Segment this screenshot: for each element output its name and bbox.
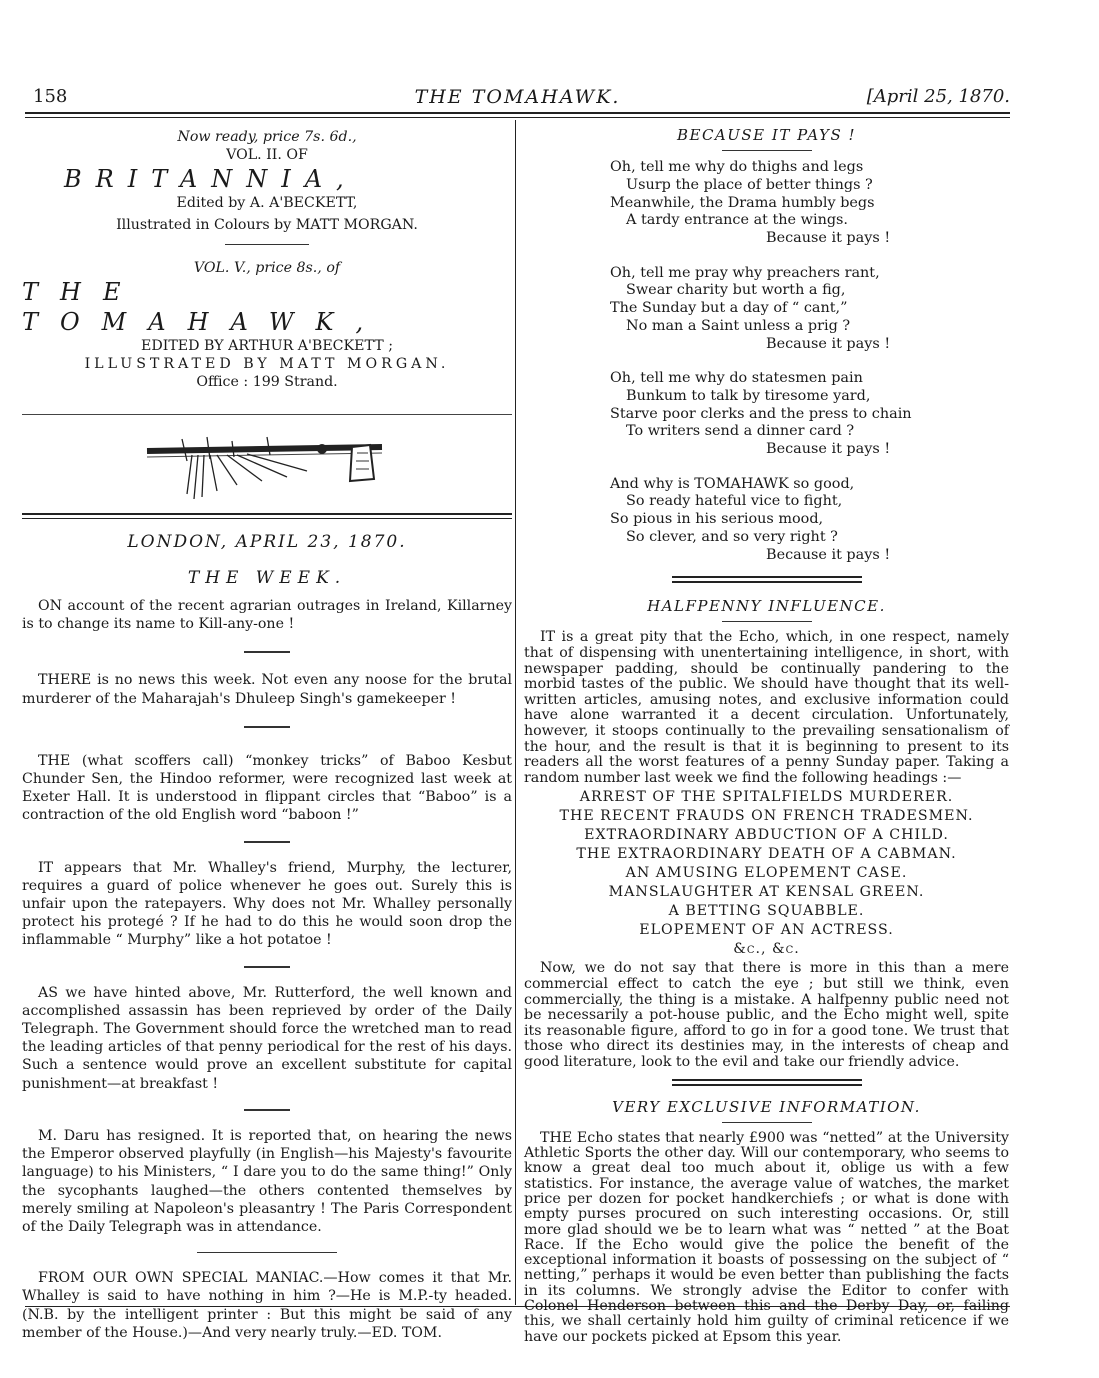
list-item: AN AMUSING ELOPEMENT CASE. xyxy=(625,865,908,882)
exclusive-heading: VERY EXCLUSIVE INFORMATION. xyxy=(612,1097,921,1116)
poem-line: So clever, and so very right ? xyxy=(626,528,838,545)
stanza xyxy=(610,370,1009,459)
headings-list xyxy=(524,788,1009,959)
divider xyxy=(722,621,812,622)
week-paragraph: THERE is no news this week. Not even any noose for the brutal murderer of the Maharajah's Dhuleep Singh's gamekeeper ! xyxy=(22,672,512,707)
page-number: 158 xyxy=(33,86,68,107)
advert-line: Illustrated in Colours by MATT MORGAN. xyxy=(116,216,418,233)
advert-line: Edited by A. A'BECKETT, xyxy=(176,195,358,212)
list-item: A BETTING SQUABBLE. xyxy=(668,903,865,920)
halfpenny-heading: HALFPENNY INFLUENCE. xyxy=(647,597,886,616)
list-item: THE RECENT FRAUDS ON FRENCH TRADESMEN. xyxy=(559,808,974,825)
week-heading: THE WEEK. xyxy=(187,567,347,588)
poem xyxy=(524,159,1009,564)
divider xyxy=(672,576,862,578)
poem-line: Bunkum to talk by tiresome yard, xyxy=(626,387,871,404)
issue-date: [April 25, 1870. xyxy=(866,86,1010,107)
divider xyxy=(672,1079,862,1081)
advert-line: ILLUSTRATED BY MATT MORGAN. xyxy=(84,356,450,373)
advert-line: VOL. V., price 8s., of xyxy=(193,259,341,276)
poem-refrain: Because it pays ! xyxy=(766,546,891,563)
divider xyxy=(197,1252,337,1253)
header-rule-bottom xyxy=(25,117,1010,118)
divider xyxy=(244,651,290,653)
divider xyxy=(244,966,290,968)
halfpenny-paragraph: IT is a great pity that the Echo, which, in one respect, namely that of dispensing with unentertaining intelligence, in short, with newspaper padding, should be continually pandering to the morbid tastes of the public. We should have thought that its well-written articles, amusing notes, and exclusive information could have alone warranted it a decent circulation. Unfortunately, however, it stoops continually to the prevailing sensationalism of the hour, and the result is that it is beginning to present to its readers all the worst features of a penny Sunday paper. Taking a random number last week we find the following headings :— xyxy=(524,629,1009,786)
divider xyxy=(244,1109,290,1111)
left-column xyxy=(22,128,512,1342)
britannia-advert xyxy=(22,128,512,234)
britannia-title: BRITANNIA, xyxy=(64,165,358,194)
poem-refrain: Because it pays ! xyxy=(766,230,891,247)
poem-line: Oh, tell me why do statesmen pain xyxy=(610,370,863,387)
advert-line: Now ready, price 7s. 6d., xyxy=(177,129,357,145)
tomahawk-title: THE TOMAHAWK, xyxy=(22,278,386,337)
week-paragraph: IT appears that Mr. Whalley's friend, Murphy, the lecturer, requires a guard of police whenever he goes out. Surely this is unfair upon the ratepayers. Why does not Mr. Whalley personally protect his protegé ? If he had to do this he would soon drop the inflammable “ Murphy” like a hot potatoe ! xyxy=(22,859,512,949)
divider xyxy=(22,414,512,415)
divider xyxy=(722,150,812,151)
divider xyxy=(244,726,290,728)
week-paragraph: FROM OUR OWN SPECIAL MANIAC.—How comes it that Mr. Whalley is said to have nothing in him ?—He is M.P.-ty headed. (N.B. by the intelligent printer : But this might be said of any member of the House.)—And very nearly truly.—ED. TOM. xyxy=(22,1270,512,1341)
advert-line: VOL. II. OF xyxy=(226,147,308,164)
list-item: &c., &c. xyxy=(733,941,800,958)
poem-line: Starve poor clerks and the press to chain xyxy=(610,405,912,422)
right-column xyxy=(524,126,1009,1345)
poem-line: Swear charity but worth a fig, xyxy=(626,282,846,299)
stanza xyxy=(610,265,1009,354)
poem-line: Oh, tell me pray why preachers rant, xyxy=(610,264,880,281)
divider xyxy=(672,581,862,583)
stanza xyxy=(610,476,1009,565)
exclusive-paragraph: THE Echo states that nearly £900 was “netted” at the University Athletic Sports the other day. Will our contemporary, who seems to know a great deal too much about it, oblige us with a few statistics. For instance, the average value of watches, the market price per dozen for pocket handkerchiefs ; or what is done with empty purses procured on such interesting occasions. Or, still more glad should we be to learn what was “ netted ” at the Boat Race. If the Echo would give the police the benefit of the exceptional information it boasts of possessing on the subject of “ netting,” perhaps it would be even better than publishing the facts in its columns. We strongly advise the Editor to confer with Colonel Henderson between this and the Derby Day, or, failing this, we shall certainly hold him guilty of criminal reticence if we have our pockets picked at Epsom this year. xyxy=(524,1129,1009,1345)
week-paragraph: ON account of the recent agrarian outrages in Ireland, Killarney is to change its name to Kill-any-one ! xyxy=(22,598,512,633)
advert-line: Office : 199 Strand. xyxy=(196,374,338,391)
poem-line: A tardy entrance at the wings. xyxy=(626,212,849,229)
poem-line: Oh, tell me why do thighs and legs xyxy=(610,159,864,176)
list-item: ELOPEMENT OF AN ACTRESS. xyxy=(639,922,894,939)
divider xyxy=(672,1084,862,1086)
poem-refrain: Because it pays ! xyxy=(766,441,891,458)
poem-line: Meanwhile, the Drama humbly begs xyxy=(610,194,875,211)
masthead-title: THE TOMAHAWK. xyxy=(414,86,621,108)
divider xyxy=(722,1122,812,1123)
poem-line: And why is TOMAHAWK so good, xyxy=(610,475,855,492)
column-divider xyxy=(515,120,516,1305)
poem-line: So ready hateful vice to fight, xyxy=(626,493,843,510)
poem-line: To writers send a dinner card ? xyxy=(626,423,855,440)
advert-line: EDITED BY ARTHUR A'BECKETT ; xyxy=(141,338,393,355)
list-item: EXTRAORDINARY ABDUCTION OF A CHILD. xyxy=(584,827,949,844)
week-paragraph: M. Daru has resigned. It is reported that, on hearing the news the Emperor observed playfully (in English—his Majesty's favourite language) to his Ministers, “ I dare you to do the same thing!” Only the sycophants laughed—the others contented themselves by merely smiling at Napoleon's pleasantry ! The Paris Correspondent of the Daily Telegraph was in attendance. xyxy=(22,1127,512,1235)
halfpenny-paragraph: Now, we do not say that there is more in this than a mere commercial effect to catch the eye ; but still we think, even commercially, the thing is a mistake. A halfpenny public need not be necessarily a pot-house public, and the Echo might well, spite its reasonable figure, afford to go in for a good tone. We trust that those who direct its destinies may, in the interests of cheap and good literature, look to the evil and take our friendly advice. xyxy=(524,960,1009,1070)
poem-line: The Sunday but a day of “ cant,” xyxy=(610,300,848,317)
poem-title: BECAUSE IT PAYS ! xyxy=(676,126,857,144)
week-paragraph: THE (what scoffers call) “monkey tricks” of Baboo Kesbut Chunder Sen, the Hindoo reformer, were recognized last week at Exeter Hall. It is understood in flippant circles that “Baboo” is a contraction of the old English word “baboon !” xyxy=(22,752,512,824)
header-rule-top xyxy=(25,112,1010,114)
poem-line: No man a Saint unless a prig ? xyxy=(626,317,851,334)
list-item: ARREST OF THE SPITALFIELDS MURDERER. xyxy=(579,789,954,806)
stanza xyxy=(610,159,1009,248)
divider xyxy=(225,244,309,245)
week-paragraph: AS we have hinted above, Mr. Rutterford, the well known and accomplished assassin has been reprieved by order of the Daily Telegraph. The Government should force the wretched man to read the leading articles of that penny periodical for the rest of his days. Such a sentence would prove an excellent substitute for capital punishment—at breakfast ! xyxy=(22,984,512,1092)
list-item: MANSLAUGHTER AT KENSAL GREEN. xyxy=(608,884,925,901)
running-header xyxy=(25,86,1010,110)
tomahawk-illustration xyxy=(22,419,512,509)
divider xyxy=(244,841,290,843)
poem-refrain: Because it pays ! xyxy=(766,335,891,352)
list-item: THE EXTRAORDINARY DEATH OF A CABMAN. xyxy=(576,846,957,863)
tomahawk-advert xyxy=(22,259,512,392)
poem-line: Usurp the place of better things ? xyxy=(626,176,873,193)
poem-line: So pious in his serious mood, xyxy=(610,511,824,528)
dateline: LONDON, APRIL 23, 1870. xyxy=(127,531,407,552)
divider xyxy=(22,518,512,519)
divider xyxy=(22,513,512,515)
